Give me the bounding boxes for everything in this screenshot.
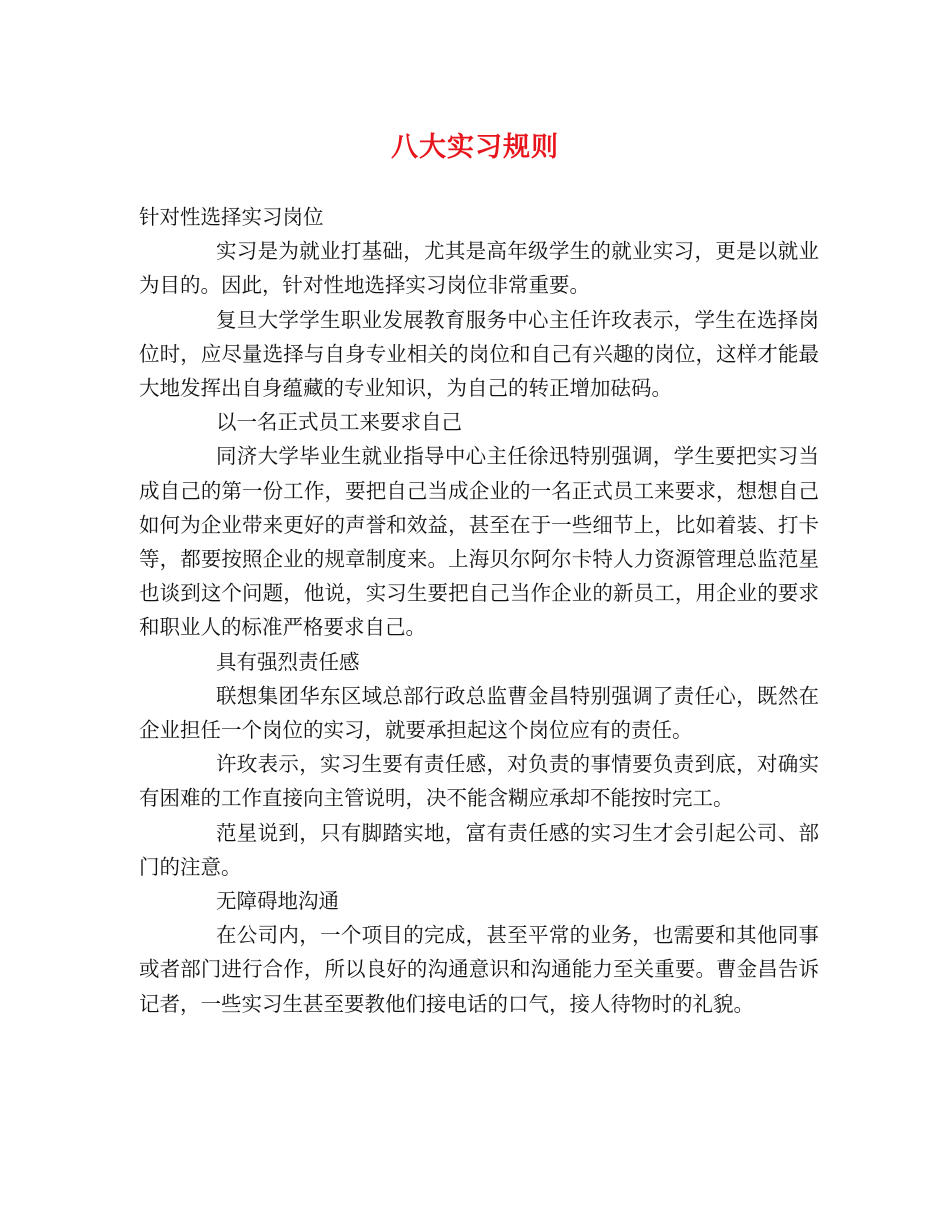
paragraph: 实习是为就业打基础，尤其是高年级学生的就业实习，更是以就业为目的。因此，针对性地选择实习岗位非常重要。 — [139, 239, 819, 298]
paragraph: 范星说到，只有脚踏实地，富有责任感的实习生才会引起公司、部门的注意。 — [139, 820, 819, 879]
section-heading: 具有强烈责任感 — [216, 649, 360, 674]
document-title: 八大实习规则 — [391, 132, 559, 163]
paragraph: 在公司内，一个项目的完成，甚至平常的业务，也需要和其他同事或者部门进行合作，所以良好的沟通意识和沟通能力至关重要。曹金昌告诉记者，一些实习生甚至要教他们接电话的口气，接人待物时的礼貌。 — [139, 923, 819, 1016]
section-heading: 以一名正式员工来要求自己 — [216, 410, 462, 435]
paragraph: 许玫表示，实习生要有责任感，对负责的事情要负责到底，对确实有困难的工作直接向主管说明，决不能含糊应承却不能按时完工。 — [139, 752, 819, 811]
section-heading: 无障碍地沟通 — [216, 889, 339, 914]
document-body — [139, 200, 819, 1021]
paragraph: 复旦大学学生职业发展教育服务中心主任许玫表示，学生在选择岗位时，应尽量选择与自身专业相关的岗位和自己有兴趣的岗位，这样才能最大地发挥出自身蕴藏的专业知识，为自己的转正增加砝码。 — [139, 307, 819, 401]
section-heading: 针对性选择实习岗位 — [139, 205, 324, 229]
paragraph: 同济大学毕业生就业指导中心主任徐迅特别强调，学生要把实习当成自己的第一份工作，要把自己当成企业的一名正式员工来要求，想想自己如何为企业带来更好的声誉和效益，甚至在于一些细节上，比如着装、打卡等，都要按照企业的规章制度来。上海贝尔阿尔卡特人力资源管理总监范星也谈到这个问题，他说，实习生要把自己当作企业的新员工，用企业的要求和职业人的标准严格要求自己。 — [139, 444, 819, 640]
paragraph: 联想集团华东区域总部行政总监曹金昌特别强调了责任心，既然在企业担任一个岗位的实习，就要承担起这个岗位应有的责任。 — [139, 683, 819, 743]
